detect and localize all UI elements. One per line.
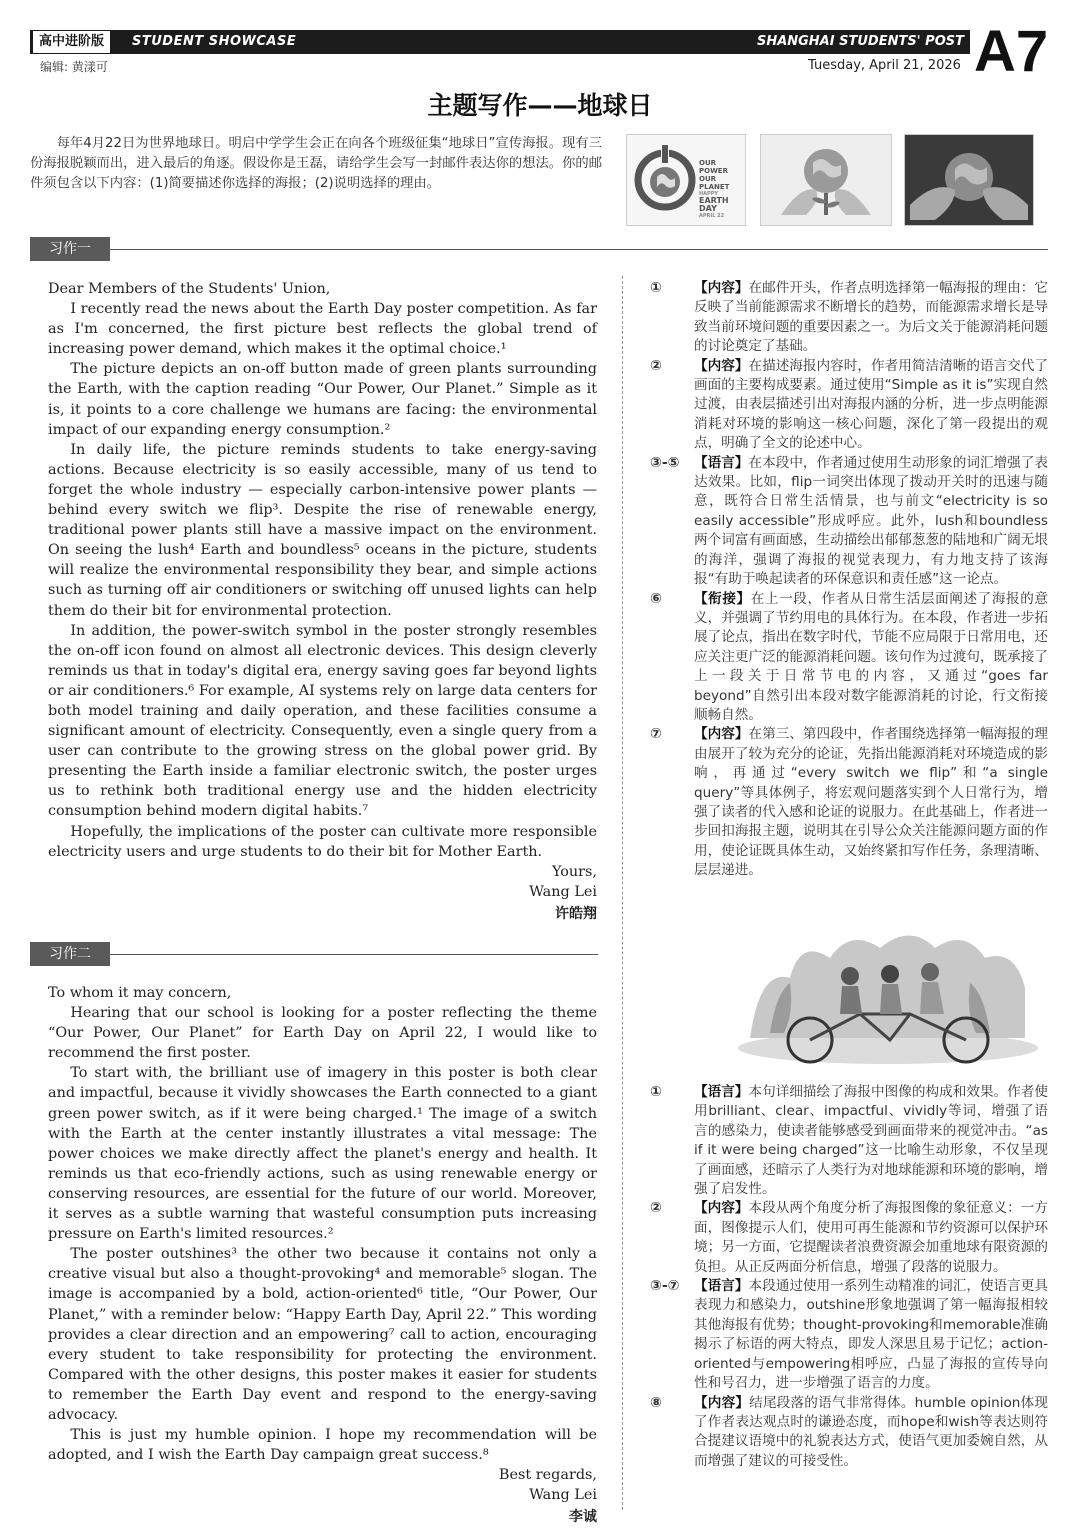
essay-2-paragraph: Hearing that our school is looking for a poster reflecting the theme “Our Power, Our Planet” for Earth Day on April 22, I would like to recommend the first poster. — [48, 1005, 597, 1062]
essay-2 — [48, 983, 597, 1528]
comment-tag: 【语言】 — [694, 1278, 749, 1295]
poster-3-image — [904, 134, 1034, 226]
comment-item — [650, 590, 1048, 726]
newspaper-name: SHANGHAI STUDENTS' POST — [756, 34, 964, 49]
essay-1-closing: Yours, — [551, 863, 597, 880]
section-label: STUDENT SHOWCASE — [132, 34, 297, 49]
comment-item — [650, 1083, 1048, 1199]
comment-tag: 【语言】 — [694, 1084, 749, 1100]
page-number: A7 — [974, 19, 1049, 84]
comment-item — [650, 1394, 1048, 1472]
comment-text: 本段通过使用一系列生动精准的词汇，使语言更具表现力和感染力，outshine形象地强调了第一幅海报相较其他海报有优势；thought-provoking和memorable准确揭示了标语的两大特点，即发人深思且易于记忆；action-oriented与empowering相呼应，凸显了海报的宣传导向性和号召力，进一步增强了语言的力度。 — [694, 1278, 1049, 1392]
comment-item — [650, 279, 1048, 357]
hands-holding-earth-illustration — [905, 135, 1033, 225]
essay-2-paragraph: This is just my humble opinion. I hope my recommendation will be adopted, and I wish the Earth Day campaign great success.⁸ — [48, 1427, 597, 1464]
comment-tag: 【语言】 — [694, 454, 749, 471]
comment-number: ① — [650, 280, 662, 296]
comment-text: 在上一段，作者从日常生活层面阐述了海报的意义，并强调了节约用电的具体行为。在本段，作者进一步拓展了论点，指出在数字时代，节能不应局限于日常用电，还应关注更广泛的能源消耗问题。该句作为过渡句，既承接了上一段关于日常节电的内容，又通过“goes far beyond”自然引出本段对数字能源消耗的讨论，行文衔接顺畅自然。 — [694, 590, 1048, 723]
comment-tag: 【内容】 — [694, 357, 749, 374]
comment-number: ⑧ — [650, 1394, 662, 1411]
editor-credit: 编辑: 黄漾可 — [40, 60, 108, 74]
cyclists-icon — [730, 928, 1046, 1076]
comment-item — [650, 1199, 1048, 1277]
page-title: 主题写作——地球日 — [427, 91, 653, 120]
comment-item — [650, 1277, 1048, 1393]
essay-1-paragraph: In daily life, the picture reminds students to take energy-saving actions. Because electricity is so easily accessible, many of us tend to forget the whole industry — especially carbon-intensive power plants — behind every switch we flip³. Despite the rise of renewable energy, traditional power plants still have a massive impact on the environment. On seeing the lush⁴ Earth and boundless⁵ oceans in the picture, students will realize the environmental responsibility they bear, and simple actions such as turning off air conditioners or switching off unused lights can help them do their bit for environmental protection. — [48, 441, 597, 619]
comment-number: ⑦ — [650, 726, 662, 743]
tandem-bike-illustration — [730, 928, 1046, 1076]
essay-1-paragraph: The picture depicts an on-off button made of green plants surrounding the Earth, with the caption reading “Our Power, Our Planet.” Simple as it is, it points to a core challenge we humans are facing: the environmental impact of our expanding energy consumption.² — [48, 361, 597, 438]
comment-text: 结尾段落的语气非常得体。humble opinion体现了作者表达观点时的谦逊态度，而hope和wish等表达则符合提建议语境中的礼貌表达方式，使语气更加委婉自然，从而增强了建议的可接受性。 — [694, 1394, 1049, 1469]
essay-1-salutation: Dear Members of the Students' Union, — [48, 281, 331, 297]
comment-tag: 【内容】 — [694, 1200, 749, 1217]
edition-label: 高中进阶版 — [33, 31, 110, 53]
comment-item — [650, 725, 1048, 880]
poster-2-image — [760, 134, 892, 226]
essay-2-paragraph: To start with, the brilliant use of imagery in this poster is both clear and impactful, because it vividly showcases the Earth connected to a giant green power switch, as if it were being charged.¹ The image of a switch with the Earth at the center instantly illustrates a vital message: The power choices we make directly affect the planet's energy and health. It reminds us that eco-friendly actions, such as using renewable energy or conserving resources, are essential for the future of our world. Moreover, it serves as a subtle warning that wasteful consumption puts increasing pressure on Earth's limited resources.² — [48, 1065, 597, 1243]
comment-number: ③-⑦ — [650, 1278, 680, 1295]
comment-number: ① — [650, 1084, 662, 1100]
issue-date: Tuesday, April 21, 2026 — [808, 58, 961, 73]
comment-number: ③-⑤ — [650, 454, 680, 471]
column-divider — [622, 276, 623, 1510]
comment-tag: 【衔接】 — [694, 590, 751, 607]
comment-text: 在第三、第四段中，作者围绕选择第一幅海报的理由展开了较为充分的论证，先指出能源消耗对环境造成的影响，再通过“every switch we flip”和“a single query”等具体例子，将宏观问题落实到个人日常行为，增强了读者的代入感和论证的说服力。在此基础上，作者进一步回扣海报主题，说明其在引导公众关注能源问题方面的作用，使论证既具体生动，又始终紧扣写作任务，条理清晰、层层递进。 — [694, 726, 1049, 879]
section-2-divider — [30, 954, 598, 955]
essay-2-label: 习作二 — [30, 942, 110, 966]
poster-1-caption: OUR POWER OUR PLANET HAPPY EARTH DAY APRIL 22 — [699, 159, 730, 219]
comment-text: 本句详细描绘了海报中图像的构成和效果。作者使用brilliant、clear、impactful、vividly等词，增强了语言的感染力，使读者能够感受到画面带来的视觉冲击。“as if it were being charged”这一比喻生动形象，不仅呈现了画面感，还暗示了人类行为对地球能源和环境的影响，增强了启发性。 — [694, 1084, 1049, 1198]
essay-2-closing: Best regards, — [498, 1467, 597, 1484]
comment-tag: 【内容】 — [694, 280, 749, 296]
essay-1-paragraph: I recently read the news about the Earth Day poster competition. As far as I'm concerned, the first picture best reflects the global trend of increasing power demand, which makes it the optimal choice.¹ — [48, 301, 597, 358]
essay-2-paragraph: The poster outshines³ the other two because it contains not only a creative visual but also a thought-provoking⁴ and memorable⁵ slogan. The image is accompanied by a bold, action-oriented⁶ title, “Our Power, Our Planet,” with a reminder below: “Happy Earth Day, April 22.” This wording provides a clear direction and an empowering⁷ call to action, encouraging every student to take responsibility for protecting the environment. Compared with the other designs, this poster makes it easier for students to remember the Earth Day event and respond to the energy-saving advocacy. — [48, 1246, 597, 1423]
comment-tag: 【内容】 — [694, 1394, 750, 1411]
essay-2-signature: Wang Lei — [529, 1487, 597, 1504]
comment-item — [650, 357, 1048, 454]
essay-2-author: 李诚 — [569, 1509, 597, 1526]
comment-number: ⑥ — [650, 590, 662, 607]
essay-1-author: 许皓翔 — [555, 905, 597, 922]
essay-1-comments — [650, 279, 1048, 881]
comment-text: 在描述海报内容时，作者用简洁清晰的语言交代了画面的主要构成要素。通过使用“Simple as it is”实现自然过渡，由表层描述引出对海报内涵的分析，进一步点明能源消耗对环境的影响这一核心问题，深化了第一段提出的观点，明确了全文的论述中心。 — [694, 357, 1049, 452]
poster-1-image — [626, 134, 746, 226]
essay-1-signature: Wang Lei — [529, 883, 597, 900]
essay-1 — [48, 279, 597, 924]
task-prompt: 每年4月22日为世界地球日。明启中学学生会正在向各个班级征集“地球日”宣传海报。现有三份海报脱颖而出，进入最后的角逐。假设你是王磊，请给学生会写一封邮件表达你的想法。你的邮件须包含以下内容：(1)简要描述你选择的海报；(2)说明选择的理由。 — [30, 136, 602, 191]
essay-2-comments — [650, 1083, 1048, 1471]
essay-1-paragraph: In addition, the power-switch symbol in the poster strongly resembles the on-off icon found on almost all electronic devices. This design cleverly reminds us that in today's digital era, energy saving goes far beyond lights or air conditioners.⁶ For example, AI systems rely on large data centers for both model training and daily operation, and these facilities consume a significant amount of electricity. Consequently, even a single query from a user can contribute to the growing stress on the global power grid. By presenting the Earth inside a familiar electronic switch, the poster urges us to rethink both traditional energy use and the hidden electricity consumption behind modern digital habits.⁷ — [48, 622, 597, 820]
hands-globe-illustration — [761, 135, 891, 225]
essay-1-label: 习作一 — [30, 237, 110, 261]
comment-tag: 【内容】 — [694, 726, 749, 743]
comment-text: 本段从两个角度分析了海报图像的象征意义：一方面，图像提示人们，使用可再生能源和节约资源可以保护环境；另一方面，它提醒读者浪费资源会加重地球有限资源的负担。从正反两面分析信息，增强了段落的说服力。 — [694, 1200, 1049, 1275]
comment-item — [650, 454, 1048, 590]
section-1-divider — [30, 249, 1048, 250]
essay-2-salutation: To whom it may concern, — [48, 985, 232, 1001]
comment-text: 在本段中，作者通过使用生动形象的词汇增强了表达效果。比如，flip一词突出体现了拨动开关时的迅速与随意，既符合日常生活情景，也与前文“electricity is so easily accessible”形成呼应。此外，lush和boundless两个词富有画面感，生动描绘出郁郁葱葱的陆地和广阔无垠的海洋，强调了海报的视觉表现力，有力地支持了该海报“有助于唤起读者的环保意识和责任感”这一论点。 — [694, 454, 1049, 588]
comment-text: 在邮件开头，作者点明选择第一幅海报的理由：它反映了当前能源需求不断增长的趋势，而能源需求增长是导致当前环境问题的重要因素之一。为后文关于能源消耗问题的讨论奠定了基础。 — [694, 280, 1049, 355]
comment-number: ② — [650, 357, 662, 374]
comment-number: ② — [650, 1200, 662, 1217]
essay-1-paragraph: Hopefully, the implications of the poster can cultivate more responsible electricity users and urge students to do their bit for Mother Earth. — [48, 823, 597, 860]
